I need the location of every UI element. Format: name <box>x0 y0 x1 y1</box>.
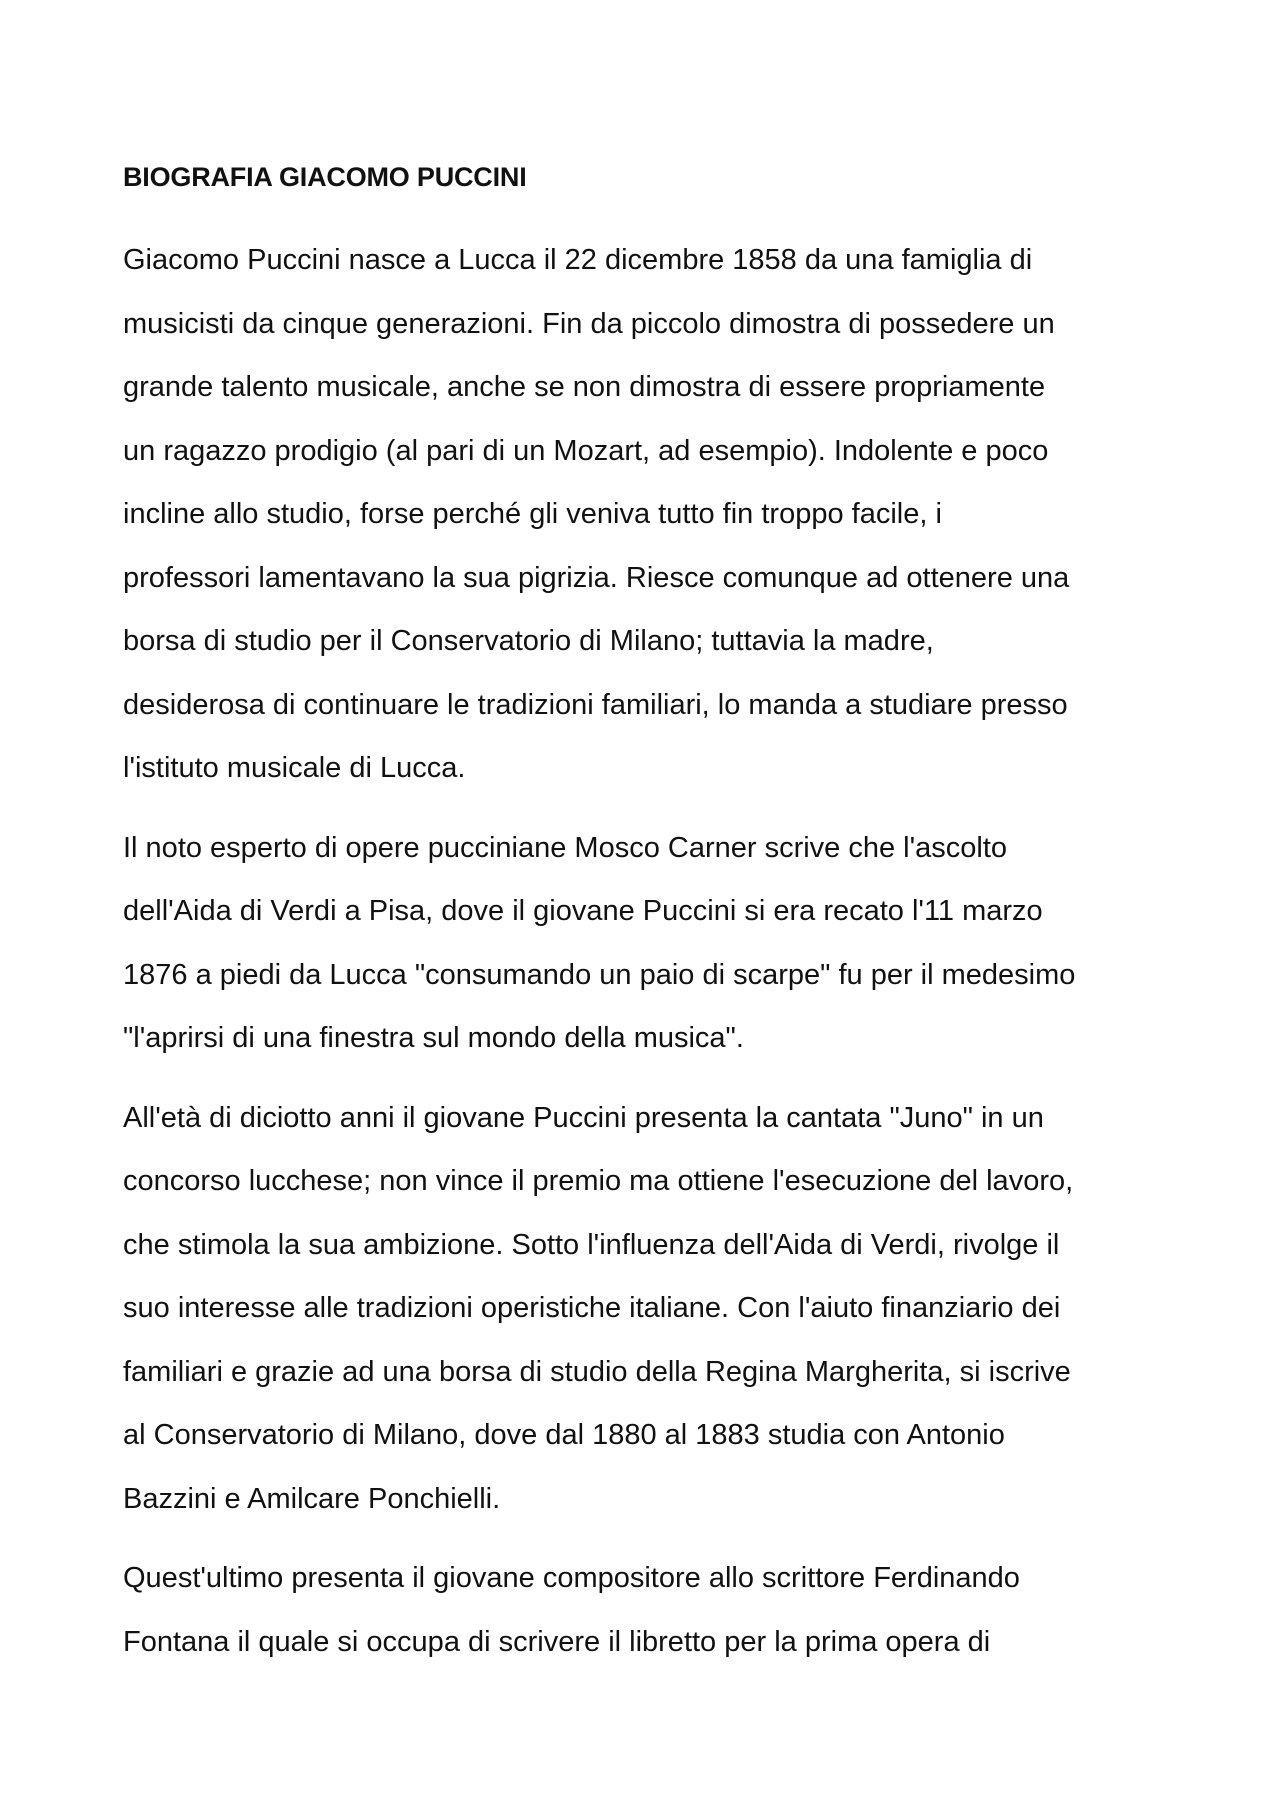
text-line: borsa di studio per il Conservatorio di Milano; tuttavia la madre, <box>123 625 934 657</box>
text-line: al Conservatorio di Milano, dove dal 1880 al 1883 studia con Antonio <box>123 1419 1005 1451</box>
paragraph-4 <box>123 1547 1183 1674</box>
text-line: che stimola la sua ambizione. Sotto l'influenza dell'Aida di Verdi, rivolge il <box>123 1228 1060 1261</box>
document-title: BIOGRAFIA GIACOMO PUCCINI <box>123 162 527 192</box>
text-line: musicisti da cinque generazioni. Fin da piccolo dimostra di possedere un <box>123 307 1055 340</box>
text-line: Giacomo Puccini nasce a Lucca il 22 dicembre 1858 da una famiglia di <box>123 244 1033 276</box>
text-line: All'età di diciotto anni il giovane Puccini presenta la cantata "Juno" in un <box>123 1101 1044 1134</box>
text-line: Quest'ultimo presenta il giovane compositore allo scrittore Ferdinando <box>123 1562 1020 1594</box>
text-line: l'istituto musicale di Lucca. <box>123 752 466 784</box>
text-line: incline allo studio, forse perché gli veniva tutto fin troppo facile, i <box>123 498 942 530</box>
paragraph-1 <box>123 229 1183 801</box>
text-line: "l'aprirsi di una finestra sul mondo della musica". <box>123 1022 744 1054</box>
text-line: concorso lucchese; non vince il premio ma ottiene l'esecuzione del lavoro, <box>123 1165 1074 1197</box>
text-line: desiderosa di continuare le tradizioni familiari, lo manda a studiare presso <box>123 688 1068 721</box>
text-line: un ragazzo prodigio (al pari di un Mozart, ad esempio). Indolente e poco <box>123 434 1049 467</box>
text-line: professori lamentavano la sua pigrizia. Riesce comunque ad ottenere una <box>123 561 1070 594</box>
text-line: 1876 a piedi da Lucca "consumando un paio di scarpe" fu per il medesimo <box>123 958 1076 991</box>
text-line: dell'Aida di Verdi a Pisa, dove il giovane Puccini si era recato l'11 marzo <box>123 895 1043 927</box>
text-line: Fontana il quale si occupa di scrivere il libretto per la prima opera di <box>123 1625 991 1658</box>
text-line: suo interesse alle tradizioni operistiche italiane. Con l'aiuto finanziario dei <box>123 1292 1061 1324</box>
text-line: grande talento musicale, anche se non dimostra di essere propriamente <box>123 371 1046 403</box>
text-line: familiari e grazie ad una borsa di studio della Regina Margherita, si iscrive <box>123 1355 1071 1388</box>
text-line: Il noto esperto di opere pucciniane Mosco Carner scrive che l'ascolto <box>123 831 1008 864</box>
document-body <box>123 155 1183 1690</box>
paragraph-2 <box>123 817 1183 1071</box>
text-line: Bazzini e Amilcare Ponchielli. <box>123 1482 501 1515</box>
paragraph-3 <box>123 1087 1183 1532</box>
